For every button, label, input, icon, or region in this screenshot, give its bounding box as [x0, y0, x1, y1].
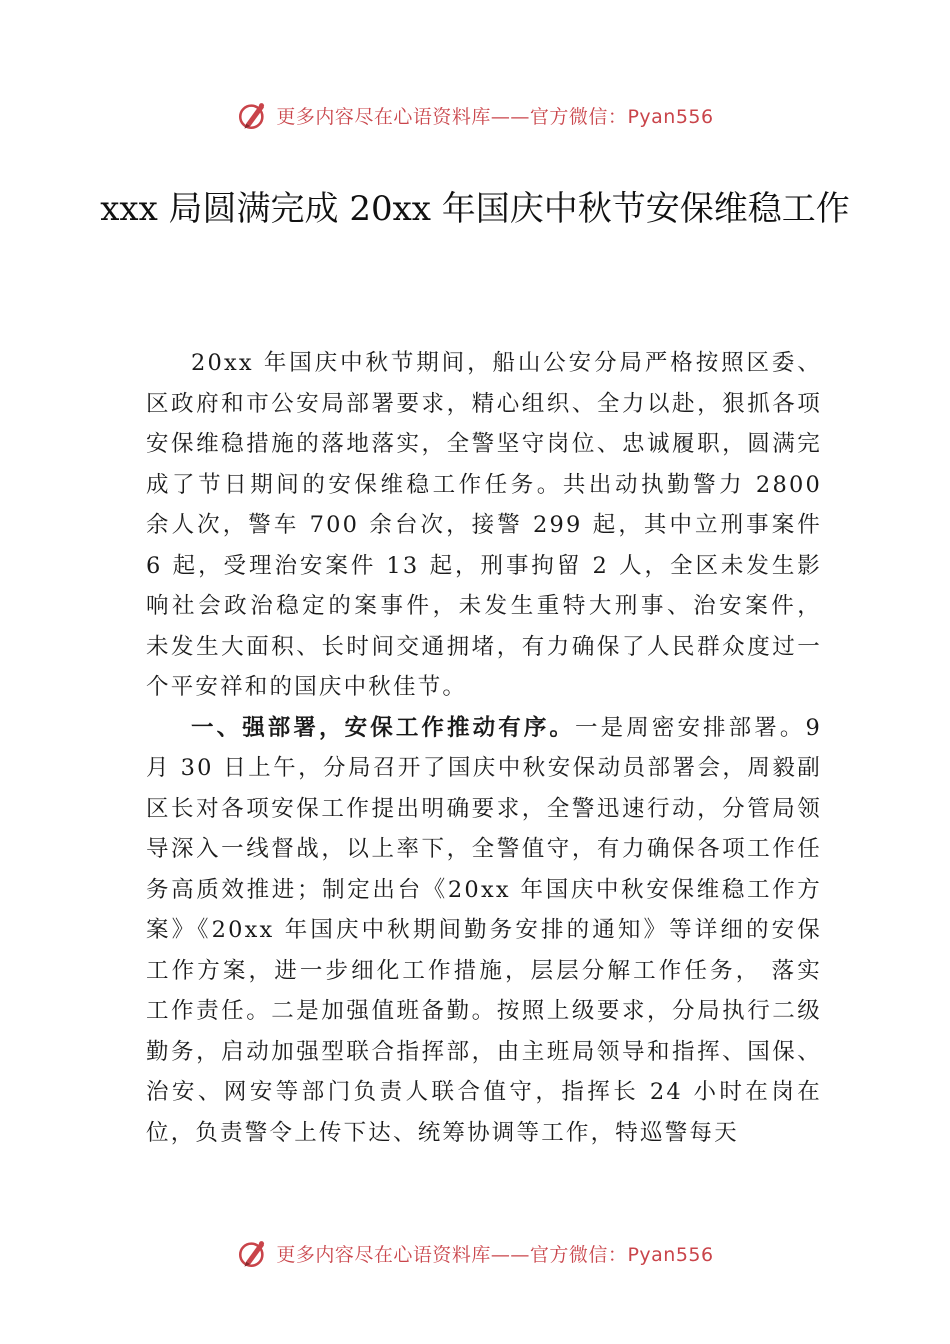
watermark-id: Pyan556 [627, 1243, 714, 1266]
header-watermark [0, 95, 950, 135]
paragraph-intro [146, 343, 822, 708]
watermark-main: 更多内容尽在心语资料库 [276, 105, 491, 128]
watermark-dash: —— [490, 1243, 530, 1266]
paragraph-intro-text: 20xx 年国庆中秋节期间，船山公安分局严格按照区委、区政府和市公安局部署要求，精心组织、全力以赴，狠抓各项安保维稳措施的落地落实，全警坚守岗位、忠诚履职，圆满完成了节日期间的安保维稳工作任务。共出动执勤警力 2800 余人次，警车 700 余台次，接警 299 起，其中立刑事案件 6 起，受理治安案件 13 起，刑事拘留 2 人，全区未发生影响社会政治稳定的案事件，未发生重特大刑事、治安案件， 未发生大面积、长时间交通拥堵，有力确保了人民群众度过一个平安祥和的国庆中秋佳节。 [146, 350, 822, 700]
paragraph-section-1 [146, 708, 822, 1154]
watermark-text [276, 1240, 713, 1267]
brush-logo-icon [236, 98, 270, 132]
section-1-text: 一是周密安排部署。9 月 30 日上午，分局召开了国庆中秋安保动员部署会，周毅副区长对各项安保工作提出明确要求，全警迅速行动，分管局领导深入一线督战，以上率下，全警值守，有力确保各项工作任务高质效推进；制定出台《20xx 年国庆中秋安保维稳工作方案》《20xx 年国庆中秋期间勤务安排的通知》等详细的安保工作方案，进一步细化工作措施，层层分解工作任务， 落实工作责任。二是加强值班备勤。按照上级要求，分局执行二级勤务，启动加强型联合指挥部，由主班局领导和指挥、国保、治安、网安等部门负责人联合值守，指挥长 24 小时在岗在位，负责警令上传下达、统筹协调等工作，特巡警每天 [146, 714, 822, 1146]
watermark-dash: —— [490, 105, 530, 128]
section-1-heading: 一、强部署，安保工作推动有序。 [191, 714, 576, 741]
document-title: xxx 局圆满完成 20xx 年国庆中秋节安保维稳工作 [100, 189, 850, 229]
footer-watermark [0, 1233, 950, 1273]
document-body [146, 343, 822, 1153]
brush-logo-icon [236, 1236, 270, 1270]
watermark-main: 更多内容尽在心语资料库 [276, 1243, 491, 1266]
watermark-text [276, 102, 713, 129]
watermark-label: 官方微信： [529, 105, 628, 128]
watermark-id: Pyan556 [627, 105, 714, 128]
watermark-label: 官方微信： [529, 1243, 628, 1266]
